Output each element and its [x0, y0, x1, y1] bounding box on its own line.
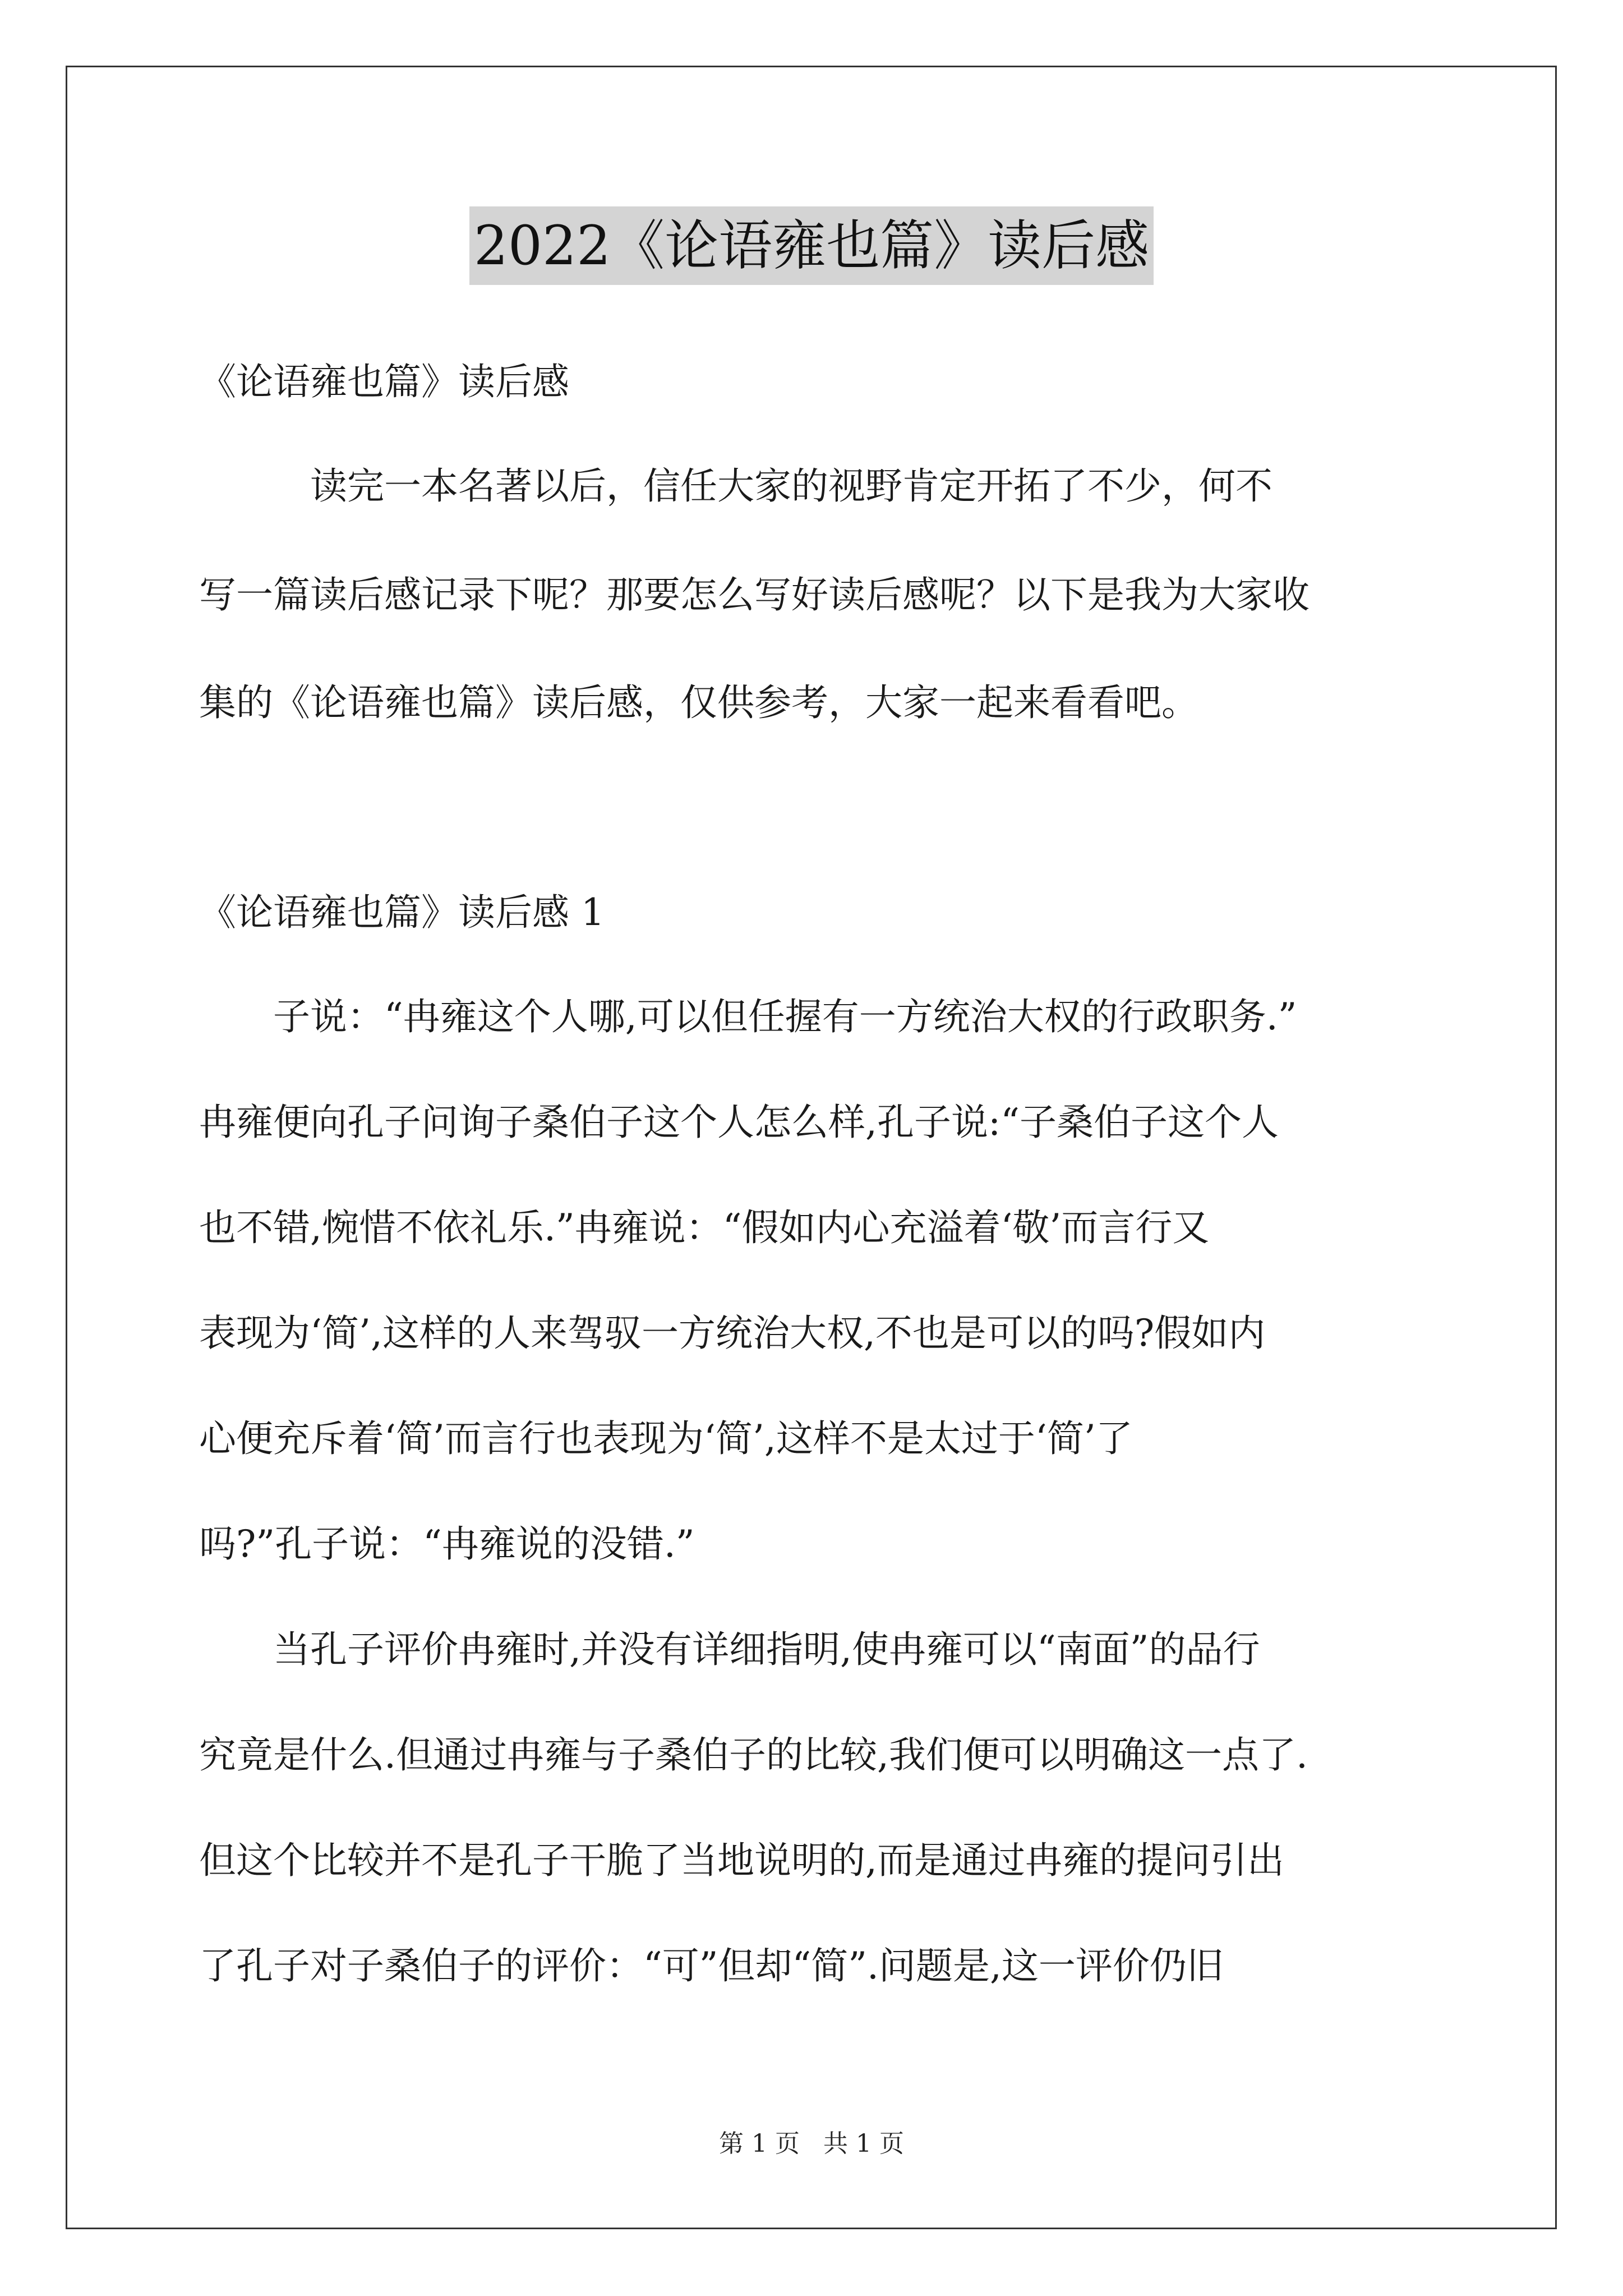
page-number: 第 1 页 [719, 2129, 800, 2158]
paragraph-line: 究竟是什么.但通过冉雍与子桑伯子的比较,我们便可以明确这一点了. [199, 1733, 1308, 1777]
paragraph-line: 当孔子评价冉雍时,并没有详细指明,使冉雍可以“南面”的品行 [199, 1628, 1260, 1671]
paragraph-line: 也不错,惋惜不依礼乐.”冉雍说：“假如内心充溢着‘敬’而言行又 [199, 1206, 1210, 1249]
document-title: 2022《论语雍也篇》读后感 [469, 206, 1154, 285]
paragraph-line: 了孔子对子桑伯子的评价：“可”但却“简”.问题是,这一评价仍旧 [199, 1944, 1224, 1987]
page-footer [0, 2127, 1623, 2161]
paragraph-line: 吗?”孔子说：“冉雍说的没错.” [199, 1522, 695, 1566]
paragraph-line: 表现为‘简’,这样的人来驾驭一方统治大权,不也是可以的吗?假如内 [199, 1312, 1266, 1355]
paragraph-line: 冉雍便向孔子问询子桑伯子这个人怎么样,孔子说:“子桑伯子这个人 [199, 1101, 1279, 1144]
intro-line: 集的《论语雍也篇》读后感，仅供参考，大家一起来看看吧。 [199, 681, 1198, 724]
paragraph-line: 心便充斥着‘简’而言行也表现为‘简’,这样不是太过于‘简’了 [199, 1417, 1133, 1460]
paragraph-line: 子说：“冉雍这个人哪,可以但任握有一方统治大权的行政职务.” [199, 995, 1297, 1038]
paragraph-line: 但这个比较并不是孔子干脆了当地说明的,而是通过冉雍的提问引出 [199, 1839, 1284, 1882]
intro-line: 写一篇读后感记录下呢？那要怎么写好读后感呢？以下是我为大家收 [199, 573, 1310, 616]
page-total: 共 1 页 [823, 2129, 904, 2158]
intro-line: 读完一本名著以后，信任大家的视野肯定开拓了不少，何不 [199, 464, 1272, 508]
title-container [0, 206, 1623, 285]
section-heading: 《论语雍也篇》读后感 1 [199, 891, 605, 934]
subtitle: 《论语雍也篇》读后感 [199, 360, 569, 403]
